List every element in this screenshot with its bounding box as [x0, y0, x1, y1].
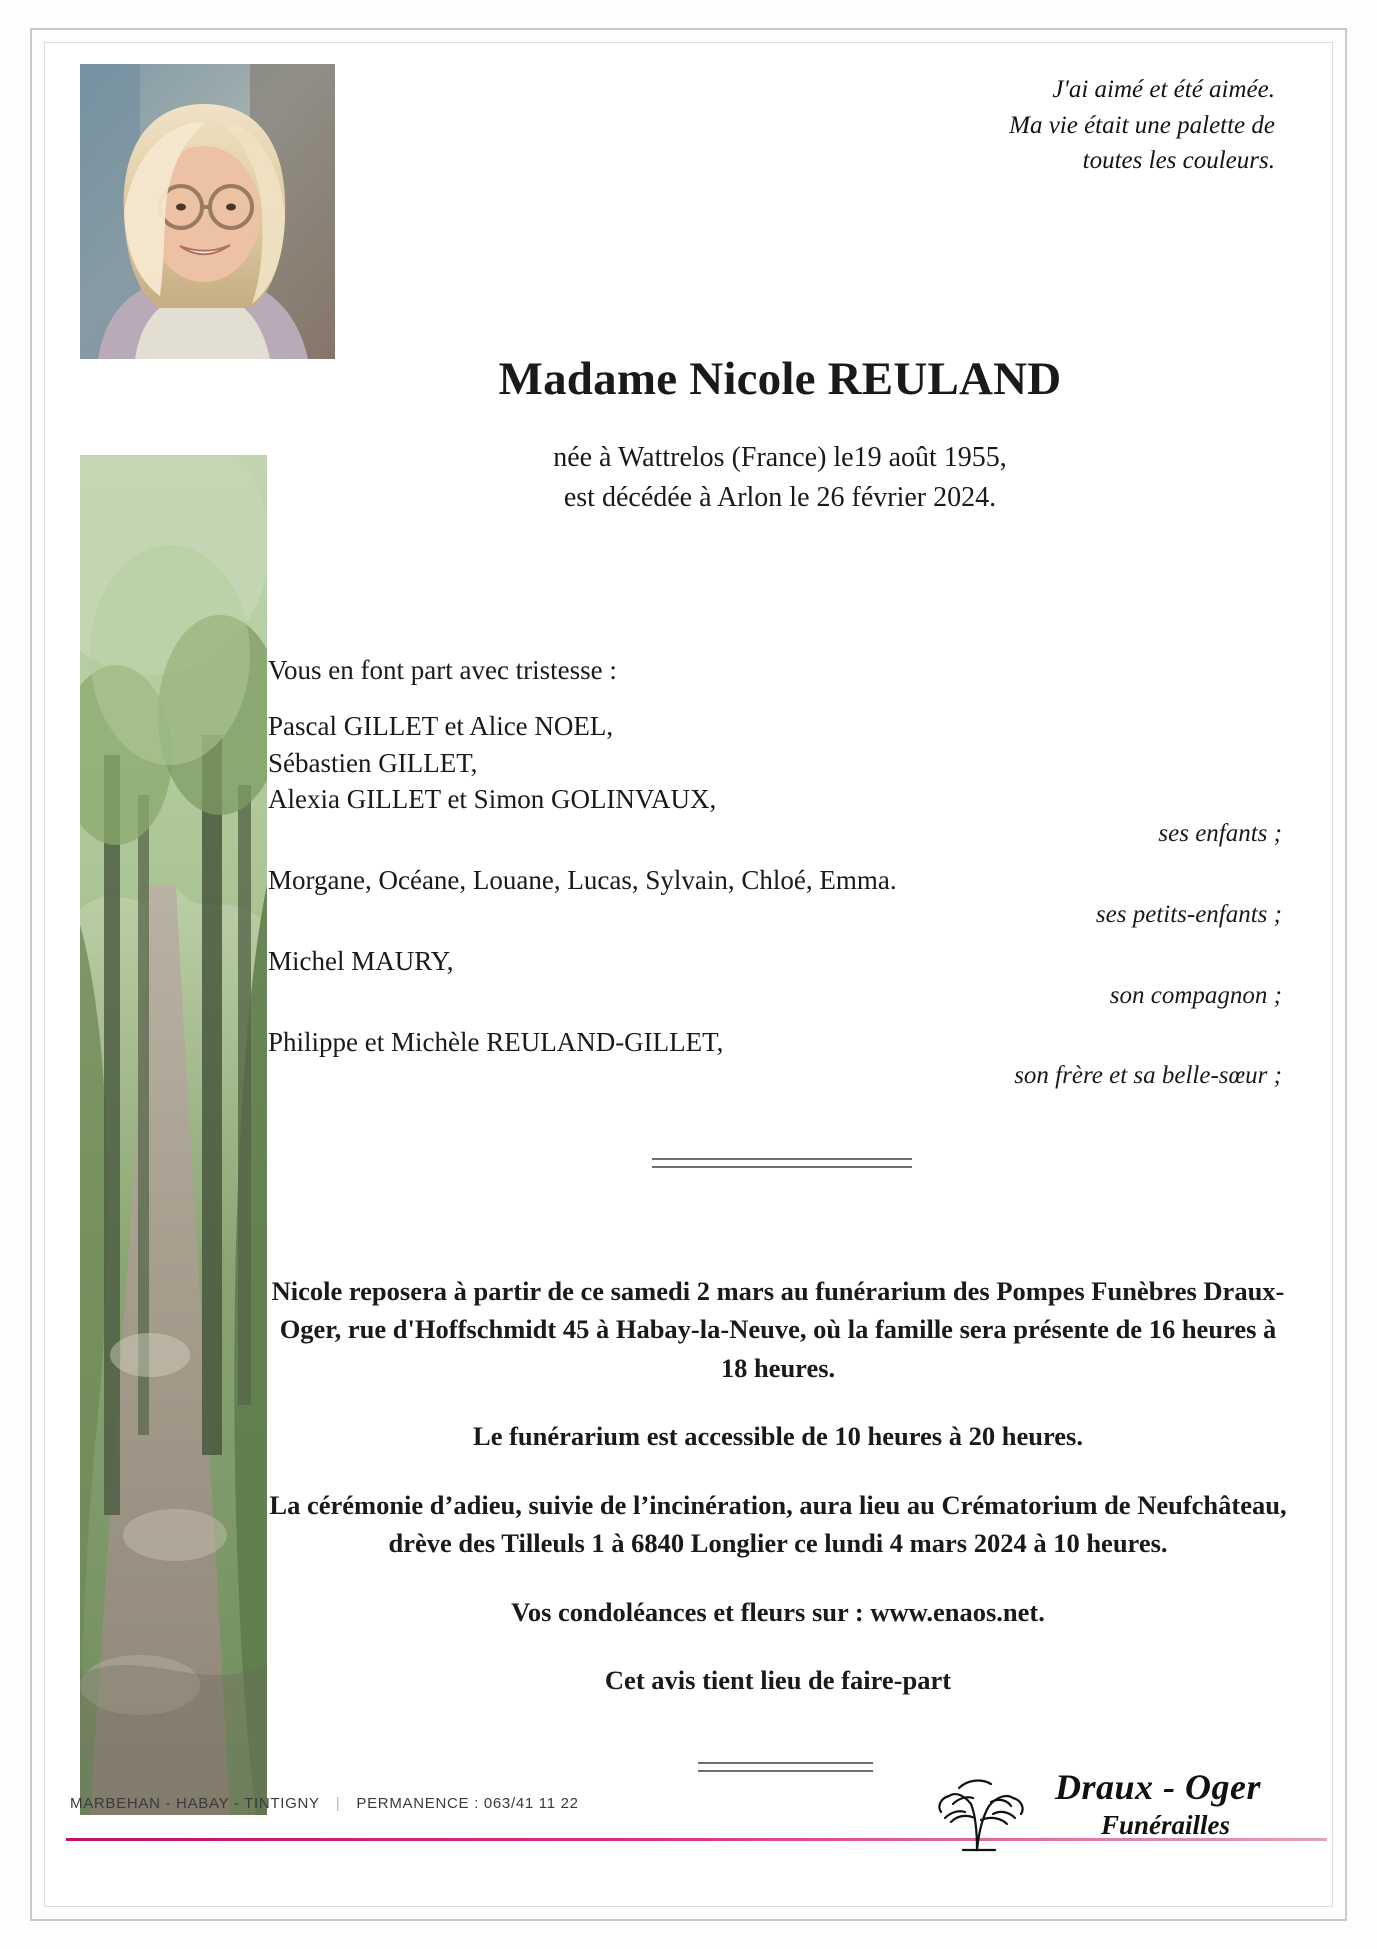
- epitaph-quote: [855, 72, 1275, 179]
- tree-icon: [919, 1758, 1039, 1863]
- condolences-info: Vos condoléances et fleurs sur : www.enaos.net.: [511, 1596, 1045, 1627]
- death-line: est décédée à Arlon le 26 février 2024.: [563, 481, 997, 513]
- family-member: Alexia GILLET et Simon GOLINVAUX,: [268, 784, 717, 815]
- family-member: Michel MAURY,: [268, 945, 454, 976]
- ceremony-details: [268, 1272, 1288, 1699]
- farewell-info: La cérémonie d’adieu, suivie de l’incinération, aura lieu au Crématorium de Neufchâteau, drève des Tilleuls 1 à 6840 Longlier ce lundi 4 mars 2024 à 10 heures.: [269, 1489, 1287, 1559]
- quote-line-2: Ma vie était une palette de: [1009, 111, 1275, 139]
- family-member: Morgane, Océane, Louane, Lucas, Sylvain, Chloé, Emma.: [268, 865, 897, 896]
- family-relation: son compagnon ;: [1109, 981, 1282, 1009]
- birth-line: née à Wattrelos (France) le19 août 1955,: [553, 442, 1007, 473]
- logo-company-name: Draux - Oger: [1055, 1767, 1262, 1807]
- deceased-name: Madame Nicole REULAND: [498, 353, 1062, 405]
- family-relation: ses petits-enfants ;: [1095, 900, 1282, 928]
- footer-permanence: PERMANENCE : 063/41 11 22: [356, 1795, 579, 1812]
- birth-death-info: [330, 438, 1230, 518]
- family-group: [268, 1024, 1288, 1091]
- footer-contact: [70, 1795, 579, 1812]
- family-group: [268, 943, 1288, 1010]
- family-member: Philippe et Michèle REULAND-GILLET,: [268, 1026, 724, 1057]
- quote-line-3: toutes les couleurs.: [1082, 147, 1275, 174]
- family-group: [268, 708, 1288, 848]
- repose-info: Nicole reposera à partir de ce samedi 2 mars au funérarium des Pompes Funèbres Draux-Oger, rue d'Hoffschmidt 45 à Habay-la-Neuve, où la famille sera présente de 16 heures à 18 heures.: [271, 1276, 1285, 1383]
- footer-towns: MARBEHAN - HABAY - TINTIGNY: [70, 1795, 320, 1812]
- family-member: Sébastien GILLET,: [268, 747, 478, 778]
- announcement-lead: Vous en font part avec tristesse :: [268, 655, 617, 685]
- family-group: [268, 862, 1288, 929]
- family-relation: son frère et sa belle-sœur ;: [1014, 1062, 1282, 1090]
- portrait-photo: [80, 64, 335, 359]
- access-info: Le funérarium est accessible de 10 heures à 20 heures.: [473, 1421, 1083, 1452]
- family-announcement: [268, 655, 1288, 1104]
- forest-path-photo: [80, 455, 267, 1815]
- family-relation: ses enfants ;: [1158, 820, 1282, 848]
- notice-info: Cet avis tient lieu de faire-part: [604, 1664, 952, 1695]
- quote-line-1: J'ai aimé et été aimée.: [1052, 76, 1275, 103]
- family-member: Pascal GILLET et Alice NOEL,: [268, 711, 614, 741]
- company-logo: [905, 1758, 1295, 1868]
- footer-separator: |: [335, 1795, 341, 1812]
- logo-company-subtitle: Funérailles: [1101, 1810, 1231, 1840]
- divider-rule-top: [652, 1158, 912, 1168]
- divider-rule-bottom: [698, 1762, 873, 1772]
